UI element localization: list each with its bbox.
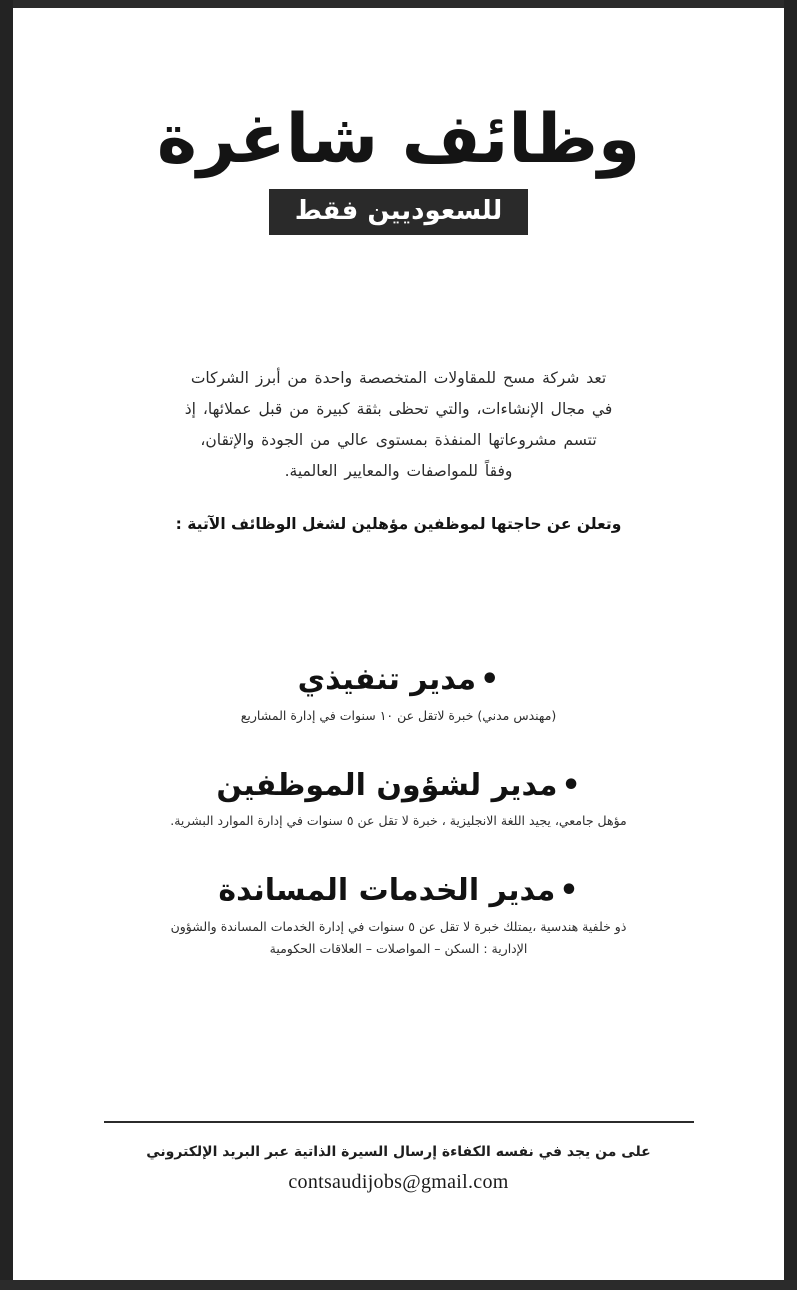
- page-content: [13, 8, 784, 1280]
- job-title: مدير الخدمات المساندة: [218, 873, 556, 909]
- job-title: مدير لشؤون الموظفين: [216, 767, 558, 803]
- job-title-row: [13, 767, 784, 805]
- job-list: [13, 661, 784, 959]
- job-item: [13, 661, 784, 726]
- headline-container: [13, 100, 784, 179]
- job-title: مدير تنفيذي: [297, 662, 477, 698]
- job-item: [13, 872, 784, 959]
- footer-divider: [104, 1121, 694, 1123]
- contact-email[interactable]: contsaudijobs@gmail.com: [288, 1171, 509, 1193]
- bullet-icon: •: [561, 767, 581, 803]
- job-title-row: [13, 872, 784, 910]
- eligibility-badge: للسعوديين فقط: [269, 189, 529, 235]
- page-title: وظائف شاغرة: [156, 100, 641, 179]
- footer-note: على من يجد في نفسه الكفاءة إرسال السيرة الذاتية عبر البريد الإلكتروني: [146, 1143, 651, 1160]
- page-edge-left: [0, 0, 13, 1290]
- page-edge-right: [784, 0, 797, 1290]
- bullet-icon: •: [559, 873, 579, 909]
- job-description: (مهندس مدني) خبرة لاتقل عن ١٠ سنوات في إدارة المشاريع: [240, 707, 557, 723]
- company-intro-paragraph: تعد شركة مسح للمقاولات المتخصصة واحدة من أبرز الشركات في مجال الإنشاءات، والتي تحظى بثقة كبيرة من قبل عملائها، إذ تتسم مشروعاتها المنفذة بمستوى عالي من الجودة والإتقان، وفقاً للمواصفات والمعايير العالمية.: [184, 369, 613, 481]
- job-description: ذو خلفية هندسية ،يمتلك خبرة لا تقل عن ٥ سنوات في إدارة الخدمات المساندة والشؤون الإدارية : السكن – المواصلات – العلاقات الحكومية: [170, 918, 627, 956]
- job-description: مؤهل جامعي، يجيد اللغة الانجليزية ، خبرة لا تقل عن ٥ سنوات في إدارة الموارد البشرية.: [170, 813, 627, 829]
- job-item: [13, 767, 784, 832]
- subhead-container: [13, 189, 784, 235]
- page-edge-top: [0, 0, 797, 8]
- job-title-row: [13, 661, 784, 699]
- vacancy-announcement-note: وتعلن عن حاجتها لموظفين مؤهلين لشغل الوظائف الآتية :: [175, 515, 622, 534]
- page-edge-bottom: [0, 1280, 797, 1290]
- bullet-icon: •: [480, 662, 500, 698]
- footer: [13, 1121, 784, 1194]
